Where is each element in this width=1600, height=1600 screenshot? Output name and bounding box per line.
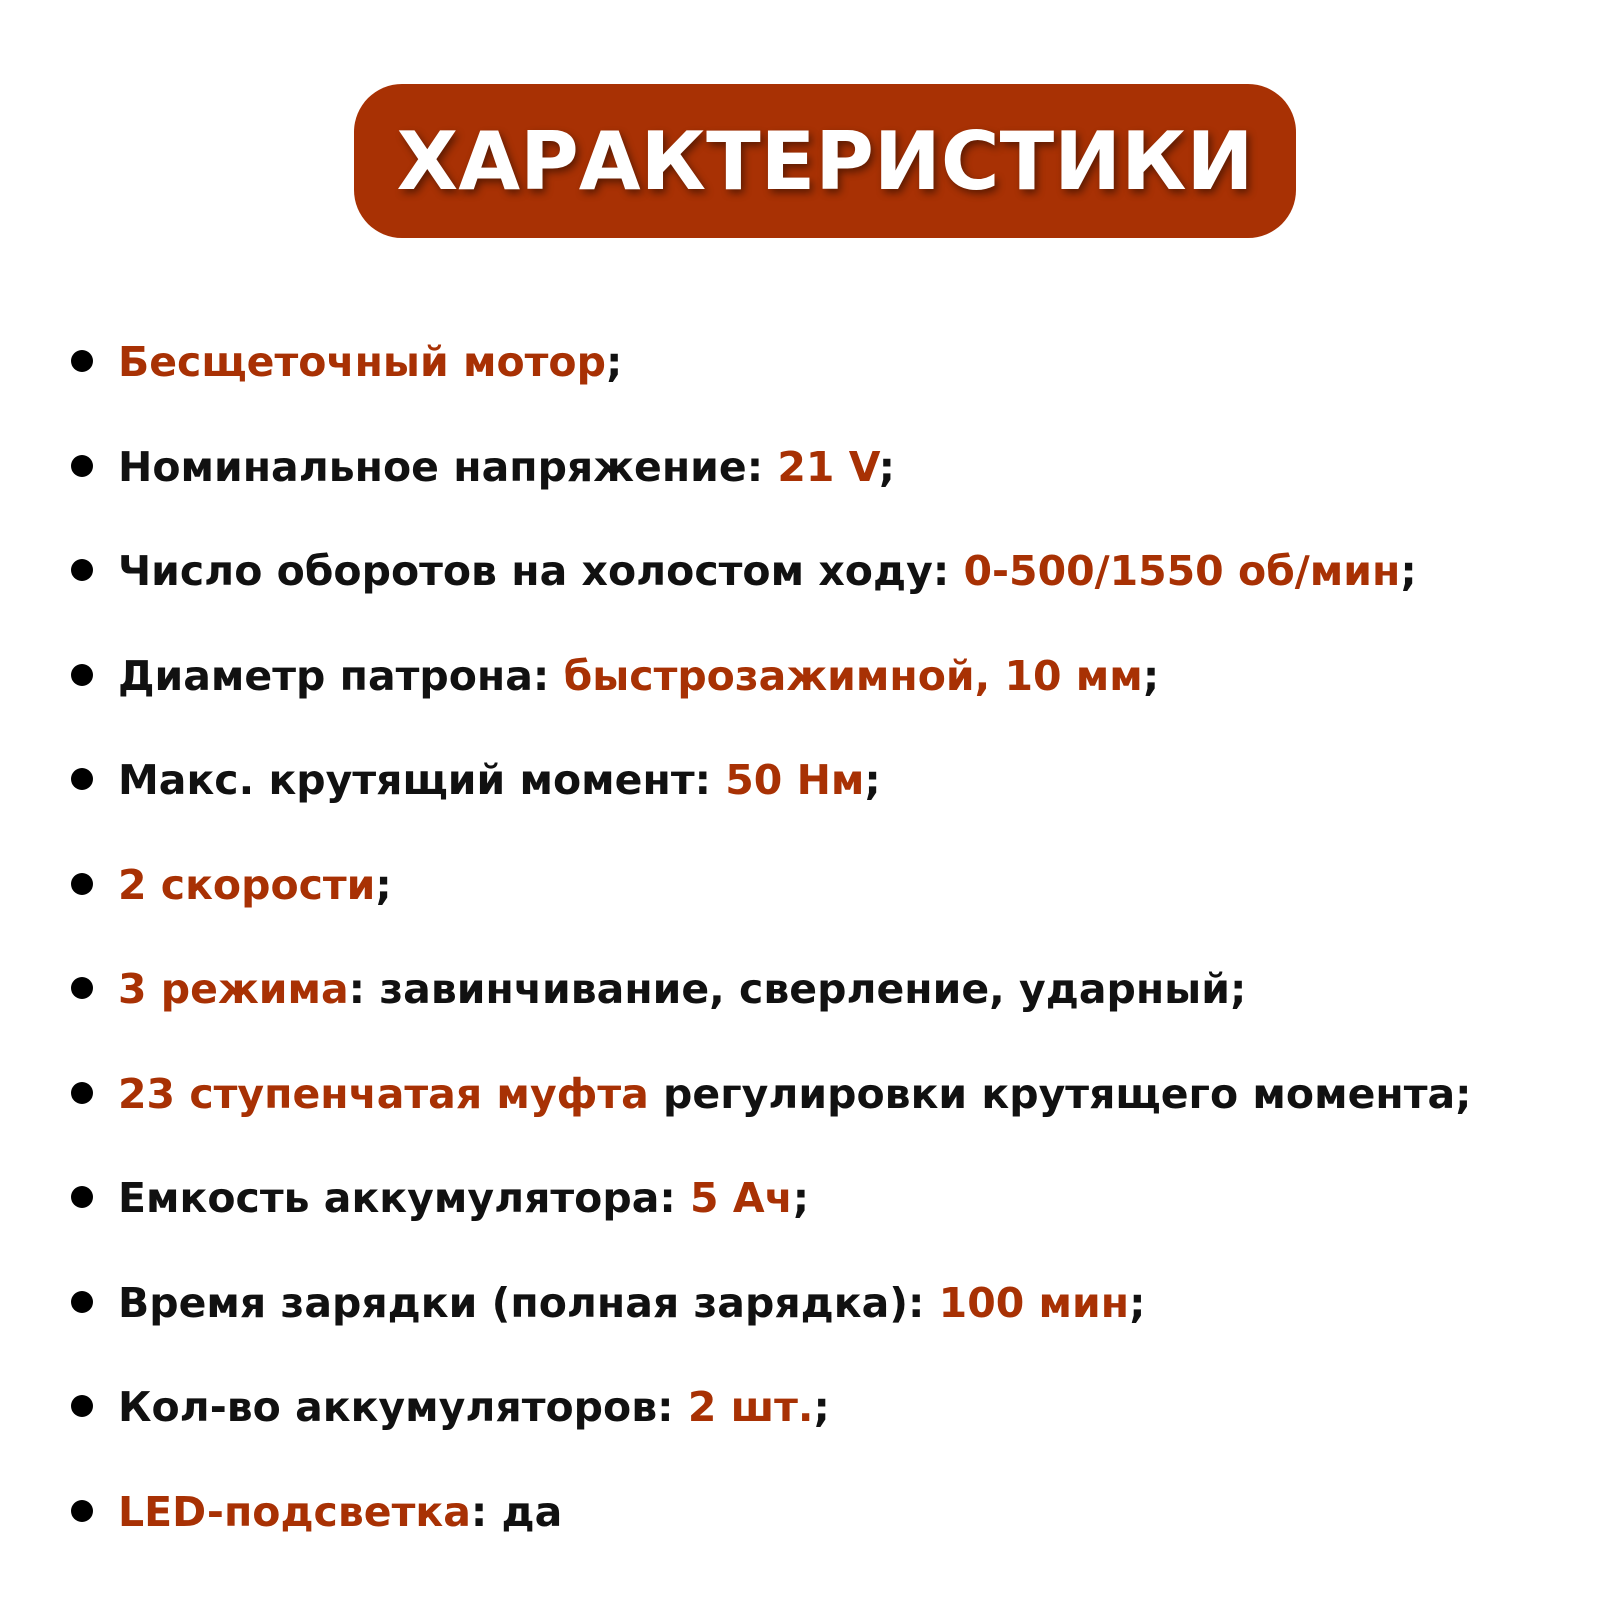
spec-label: ; xyxy=(864,756,881,804)
spec-value-highlight: Бесщеточный мотор xyxy=(118,338,606,386)
spec-value-highlight: 50 Нм xyxy=(725,756,865,804)
spec-label: Номинальное напряжение: xyxy=(118,443,778,491)
bullet-icon xyxy=(71,1082,93,1104)
spec-value-highlight: 100 мин xyxy=(938,1279,1130,1327)
spec-label: ; xyxy=(878,443,896,491)
spec-label: ; xyxy=(1400,547,1417,595)
bullet-icon xyxy=(71,455,93,477)
spec-value-highlight: LED-подсветка xyxy=(118,1488,471,1536)
bullet-icon xyxy=(71,1186,93,1208)
spec-value-highlight: 23 ступенчатая муфта xyxy=(118,1070,649,1118)
spec-item xyxy=(0,322,1600,402)
bullet-icon xyxy=(71,1291,93,1313)
spec-value-highlight: 3 режима xyxy=(118,965,349,1013)
spec-value-highlight: 21 V xyxy=(777,443,879,491)
spec-text xyxy=(118,322,622,402)
spec-text xyxy=(118,1054,1472,1134)
spec-label: Емкость аккумулятора: xyxy=(118,1174,691,1222)
bullet-icon xyxy=(71,559,93,581)
spec-value-highlight: 2 скорости xyxy=(118,861,376,909)
spec-item xyxy=(0,1054,1600,1134)
spec-label: регулировки крутящего момента; xyxy=(648,1070,1472,1118)
spec-item xyxy=(0,1472,1600,1552)
spec-text xyxy=(118,949,1246,1029)
spec-text xyxy=(118,531,1417,611)
spec-text xyxy=(118,636,1159,716)
bullet-icon xyxy=(71,664,93,686)
spec-value-highlight: 5 Ач xyxy=(690,1174,793,1222)
spec-text xyxy=(118,845,392,925)
spec-label: ; xyxy=(375,861,392,909)
bullet-icon xyxy=(71,1395,93,1417)
spec-item xyxy=(0,531,1600,611)
bullet-icon xyxy=(71,977,93,999)
spec-item xyxy=(0,740,1600,820)
bullet-icon xyxy=(71,1500,93,1522)
spec-text xyxy=(118,1263,1146,1343)
spec-label: Число оборотов на холостом ходу: xyxy=(118,547,964,595)
spec-label: : да xyxy=(470,1488,563,1536)
spec-label: ; xyxy=(1142,652,1160,700)
bullet-icon xyxy=(71,768,93,790)
spec-label: : завинчивание, сверление, ударный; xyxy=(348,965,1247,1013)
spec-text xyxy=(118,740,881,820)
spec-value-highlight: быстрозажимной, 10 мм xyxy=(563,652,1143,700)
spec-item xyxy=(0,949,1600,1029)
spec-item xyxy=(0,636,1600,716)
bullet-icon xyxy=(71,350,93,372)
spec-item xyxy=(0,1158,1600,1238)
spec-item xyxy=(0,845,1600,925)
spec-label: ; xyxy=(813,1383,830,1431)
spec-label: Время зарядки (полная зарядка): xyxy=(118,1279,939,1327)
spec-value-highlight: 2 шт. xyxy=(687,1383,814,1431)
spec-item xyxy=(0,1263,1600,1343)
spec-value-highlight: 0-500/1550 об/мин xyxy=(963,547,1401,595)
spec-label: Макс. крутящий момент: xyxy=(118,756,726,804)
spec-text xyxy=(118,1472,562,1552)
spec-label: Кол-во аккумуляторов: xyxy=(118,1383,688,1431)
spec-text xyxy=(118,427,895,507)
page-title: ХАРАКТЕРИСТИКИ xyxy=(396,114,1254,208)
spec-label: ; xyxy=(792,1174,810,1222)
bullet-icon xyxy=(71,873,93,895)
spec-label: Диаметр патрона: xyxy=(118,652,564,700)
spec-label: ; xyxy=(605,338,623,386)
spec-text xyxy=(118,1158,809,1238)
spec-item xyxy=(0,427,1600,507)
spec-text xyxy=(118,1367,830,1447)
spec-label: ; xyxy=(1129,1279,1146,1327)
spec-item xyxy=(0,1367,1600,1447)
